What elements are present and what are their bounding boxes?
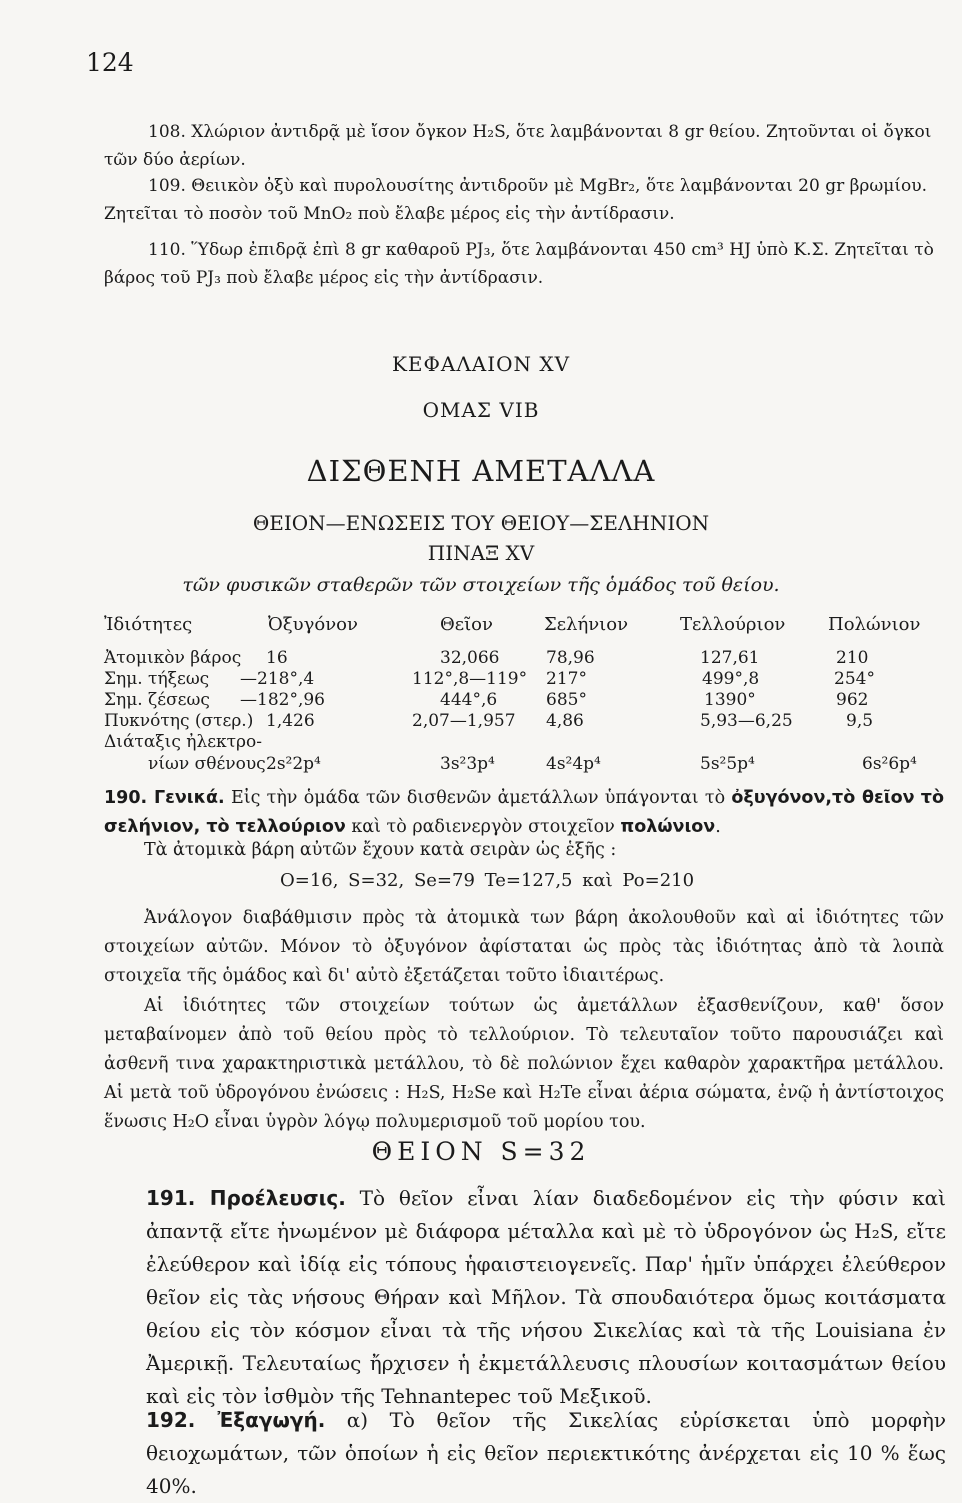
table-header-properties: Ἰδιότητες: [104, 614, 193, 635]
group-heading: ΟΜΑΣ VIB: [422, 398, 540, 422]
paragraph-192: 192. Ἐξαγωγή. α) Τὸ θεῖον τῆς Σικελίας εὑρίσκεται ὑπὸ μορφὴν θειοχωμάτων, τῶν ὁποίων ἡ εἰς θεῖον περιεκτικότης ἀνέρχεται εἰς 10 % ἕως 40%.: [146, 1408, 946, 1498]
table-header-polonium: Πολώνιον: [828, 614, 921, 635]
table-caption: τῶν φυσικῶν σταθερῶν τῶν στοιχείων τῆς ὁμάδος τοῦ θείου.: [182, 574, 780, 596]
section-title: ΘΕΙΟΝ S=32: [371, 1137, 591, 1166]
exercise-text: Θειικὸν ὀξὺ καὶ πυρολουσίτης ἀντιδροῦν μὲ MgBr₂, ὅτε λαμβάνονται 20 gr βρωμίου. Ζητεῖται τὸ ποσὸν τοῦ MnO₂ ποὺ ἔλαβε μέρος εἰς τὴν ἀντίδρασιν.: [104, 176, 927, 224]
paragraph-heading: 190. Γενικά.: [104, 788, 225, 808]
section-subtitle: ΘΕΙΟΝ—ΕΝΩΣΕΙΣ ΤΟΥ ΘΕΙΟΥ—ΣΕΛΗΝΙΟΝ: [252, 511, 710, 535]
exercise-108: [104, 118, 934, 174]
exercise-text: Χλώριον ἀντιδρᾷ μὲ ἴσον ὄγκον H₂S, ὅτε λαμβάνονται 8 gr θείου. Ζητοῦνται οἱ ὄγκοι τῶν δύο ἀερίων.: [104, 122, 932, 170]
table-label: ΠΙΝΑΞ XV: [427, 541, 535, 565]
exercise-109: [104, 172, 934, 228]
paragraph-190: 190. Γενικά. Εἰς τὴν ὁμάδα τῶν δισθενῶν ἀμετάλλων ὑπάγονται τὸ ὀξυγόνον,τὸ θεῖον τὸ σελήνιον, τὸ τελλούριον καὶ τὸ ραδιενεργὸν στοιχεῖον πολώνιον.: [104, 788, 944, 837]
exercise-number: 108.: [148, 122, 186, 142]
table-header-tellurium: Τελλούριον: [680, 614, 786, 635]
paragraph-weights: Τὰ ἀτομικὰ βάρη αὐτῶν ἔχουν κατὰ σειρὰν ὡς ἑξῆς :: [144, 840, 617, 860]
chapter-title: ΔΙΣΘΕΝΗ ΑΜΕΤΑΛΛΑ: [306, 454, 656, 488]
table-header-sulfur: Θεῖον: [440, 614, 493, 635]
exercise-number: 109.: [148, 176, 186, 196]
exercise-text: Ὕδωρ ἐπιδρᾷ ἐπὶ 8 gr καθαροῦ PJ₃, ὅτε λαμβάνονται 450 cm³ HJ ὑπὸ Κ.Σ. Ζητεῖται τὸ βάρος τοῦ PJ₃ ποὺ ἔλαβε μέρος εἰς τὴν ἀντίδρασιν.: [104, 240, 934, 288]
exercise-110: [104, 236, 934, 292]
table-header-oxygen: Ὀξυγόνον: [268, 614, 358, 635]
paragraph-heading: 191. Προέλευσις.: [146, 1186, 346, 1210]
paragraph-properties: Αἱ ἰδιότητες τῶν στοιχείων τούτων ὡς ἀμετάλλων ἐξασθενίζουν, καθ' ὅσον μεταβαίνομεν ἀπὸ τοῦ θείου πρὸς τὸ τελλούριον. Τὸ τελευταῖον τοῦτο παρουσιάζει καὶ ἀσθενῆ τινα χαρακτηριστικὰ μετάλλου, τὸ δὲ πολώνιον ἔχει καθαρὸν χαρακτῆρα μετάλλου. Αἱ μετὰ τοῦ ὑδρογόνου ἐνώσεις : H₂S, H₂Se καὶ H₂Te εἶναι ἀέρια σώματα, ἐνῷ ἡ ἀντίστοιχος ἕνωσις H₂O εἶναι ὑγρὸν λόγῳ πολυμερισμοῦ τοῦ μορίου του.: [104, 996, 944, 1132]
paragraph-analogy: Ἀνάλογον διαβάθμισιν πρὸς τὰ ἀτομικὰ των βάρη ἀκολουθοῦν καὶ αἱ ἰδιότητες τῶν στοιχείων αὐτῶν. Μόνον τὸ ὀξυγόνον ἀφίσταται ὡς πρὸς τὰς ἰδιότητας ἀπὸ τὰ λοιπὰ στοιχεῖα τῆς ὁμάδος καὶ δι' αὐτὸ ἐξετάζεται τοῦτο ἰδιαιτέρως.: [104, 908, 944, 986]
atomic-weights-formula: O=16, S=32, Se=79 Te=127,5 καὶ Po=210: [280, 870, 695, 891]
table-header-selenium: Σελήνιον: [544, 614, 629, 635]
page-number: 124: [86, 48, 134, 77]
exercise-number: 110.: [148, 240, 186, 260]
chapter-heading: ΚΕΦΑΛΑΙΟΝ XV: [391, 352, 571, 376]
paragraph-191: 191. Προέλευσις. Τὸ θεῖον εἶναι λίαν διαδεδομένον εἰς τὴν φύσιν καὶ ἀπαντᾷ εἴτε ἡνωμένον μὲ διάφορα μέταλλα καὶ μὲ τὸ ὑδρογόνον ὡς H₂S, εἴτε ἐλεύθερον καὶ ἰδίᾳ εἰς τόπους ἡφαιστειογενεῖς. Παρ' ἡμῖν ὑπάρχει ἐλεύθερον θεῖον εἰς τὰς νήσους Θήραν καὶ Μῆλον. Τὰ σπουδαιότερα ὅμως κοιτάσματα θείου εἰς τὸν κόσμον εἶναι τὰ τῆς νήσου Σικελίας καὶ τὰ τῆς Louisiana ἐν Ἀμερικῇ. Τελευταίως ἤρχισεν ἡ ἐκμετάλλευσις πλουσίων κοιτασμάτων θείου καὶ εἰς τὸν ἰσθμὸν τῆς Tehnantepec τοῦ Μεξικοῦ.: [146, 1186, 946, 1408]
paragraph-heading: 192. Ἐξαγωγή.: [146, 1408, 326, 1432]
